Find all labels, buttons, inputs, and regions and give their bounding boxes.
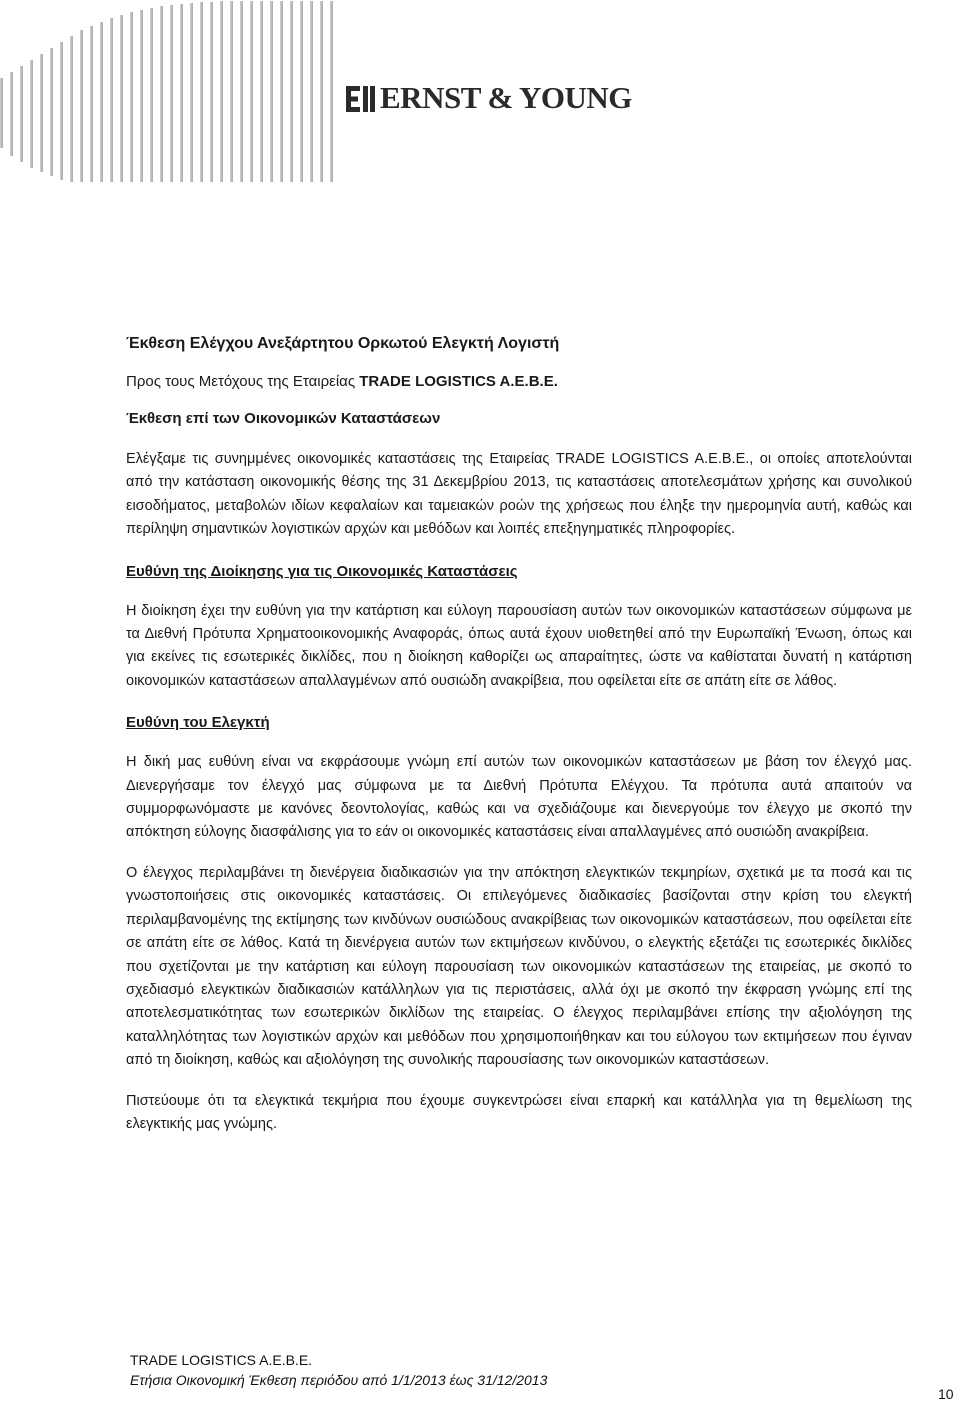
auditor-paragraph-1: Η δική μας ευθύνη είναι να εκφράσουμε γνώμη επί αυτών των οικονομικών καταστάσεων με βάση τον έλεγχό μας. Διενεργήσαμε τον έλεγχό μας σύμφωνα με τα Διεθνή Πρότυπα Ελέγχου. Τα πρότυπα αυτά απαιτούν να συμμορφωνόμαστε με κανόνες δεοντολογίας, καθώς και να σχεδιάζουμε και διενεργούμε τον έλεγχο με σκοπό την απόκτηση εύλογης διασφάλισης για το εάν οι οικονομικές καταστάσεις είναι απαλλαγμένες από ουσιώδη ανακρίβεια. bbox=[126, 754, 912, 841]
ernst-young-logo-text: ERNST & YOUNG bbox=[380, 80, 632, 115]
addressee-line bbox=[126, 371, 912, 393]
page-footer bbox=[130, 1350, 547, 1390]
footer-report-period: Ετήσια Οικονομική Έκθεση περιόδου από 1/1/2013 έως 31/12/2013 bbox=[130, 1372, 548, 1388]
auditor-paragraph-3: Πιστεύουμε ότι τα ελεγκτικά τεκμήρια που έχουμε συγκεντρώσει είναι επαρκή και κατάλληλα για τη θεμελίωση της ελεγκτικής μας γνώμης. bbox=[126, 1092, 912, 1132]
footer-company: TRADE LOGISTICS A.E.B.E. bbox=[130, 1352, 313, 1368]
section-title: Έκθεση επί των Οικονομικών Καταστάσεων bbox=[126, 410, 441, 427]
intro-paragraph: Ελέγξαμε τις συνημμένες οικονομικές καταστάσεις της Εταιρείας TRADE LOGISTICS A.E.B.E., οι οποίες αποτελούνται από την κατάσταση οικονομικής θέσης της 31 Δεκεμβρίου 2013, τις καταστάσεις αποτελεσμάτων χρήσης και συνολικού εισοδήματος, μεταβολών ιδίων κεφαλαίων και ταμειακών ροών της χρήσεως που έληξε την ημερομηνία αυτή, καθώς και περίληψη σημαντικών λογιστικών αρχών και μεθόδων και λοιπές επεξηγηματικές πληροφορίες. bbox=[126, 451, 912, 538]
auditor-responsibility-heading: Ευθύνη του Ελεγκτή bbox=[126, 714, 270, 732]
management-responsibility-heading: Ευθύνη της Διοίκησης για τις Οικονομικές Καταστάσεις bbox=[126, 562, 518, 580]
auditor-paragraph-2: Ο έλεγχος περιλαμβάνει τη διενέργεια διαδικασιών για την απόκτηση ελεγκτικών τεκμηρίων, σχετικά με τα ποσά και τις γνωστοποιήσεις στις οικονομικές καταστάσεις. Οι επιλεγόμενες διαδικασίες βασίζονται στην κρίση του ελεγκτή περιλαμβανομένης της εκτίμησης των κινδύνων ουσιώδους ανακρίβειας των οικονομικών καταστάσεων, που οφείλεται είτε σε απάτη είτε σε λάθος. Κατά τη διενέργεια αυτών των εκτιμήσεων κινδύνου, ο ελεγκτής εξετάζει τις εσωτερικές δικλίδες που σχετίζονται με την κατάρτιση και εύλογη παρουσίαση των οικονομικών καταστάσεων της εταιρείας, με σκοπό το σχεδιασμό ελεγκτικών διαδικασιών κατάλληλων για τις περιστάσεις, αλλά όχι με σκοπό την έκφραση γνώμης επί της αποτελεσματικότητας των εσωτερικών δικλίδων της εταιρείας. Ο έλεγχος περιλαμβάνει επίσης την αξιολόγηση της καταλληλότητας των λογιστικών αρχών και μεθόδων που χρησιμοποιήθηκαν και του εύλογου των εκτιμήσεων που έγιναν από τη διοίκηση, καθώς και αξιολόγηση της συνολικής παρουσίασης των οικονομικών καταστάσεων. bbox=[126, 864, 912, 1069]
addressee-prefix: Προς τους Μετόχους της Εταιρείας bbox=[126, 373, 360, 390]
management-responsibility-paragraph: Η διοίκηση έχει την ευθύνη για την κατάρτιση και εύλογη παρουσίαση αυτών των οικονομικών καταστάσεων σύμφωνα με τα Διεθνή Πρότυπα Χρηματοοικονομικής Αναφοράς, όπως αυτά έχουν υιοθετηθεί από την Ευρωπαϊκή Ένωση, όπως και για εκείνες τις εσωτερικές δικλίδες, που η διοίκηση καθορίζει ως απαραίτητες, ώστε να καθίσταται δυνατή η κατάρτιση οικονομικών καταστάσεων απαλλαγμένων από ουσιώδη ανακρίβεια, που οφείλεται είτε σε απάτη είτε σε λάθος. bbox=[126, 602, 912, 689]
decorative-bars bbox=[0, 0, 340, 185]
page-number: 10 bbox=[938, 1386, 954, 1402]
addressee-company: TRADE LOGISTICS A.E.B.E. bbox=[359, 373, 558, 390]
report-title: Έκθεση Ελέγχου Ανεξάρτητου Ορκωτού Ελεγκτή Λογιστή bbox=[126, 335, 560, 352]
report-content bbox=[126, 333, 912, 1136]
ernst-young-logo-area bbox=[0, 0, 960, 185]
ey-logo-mark-icon bbox=[346, 86, 376, 112]
